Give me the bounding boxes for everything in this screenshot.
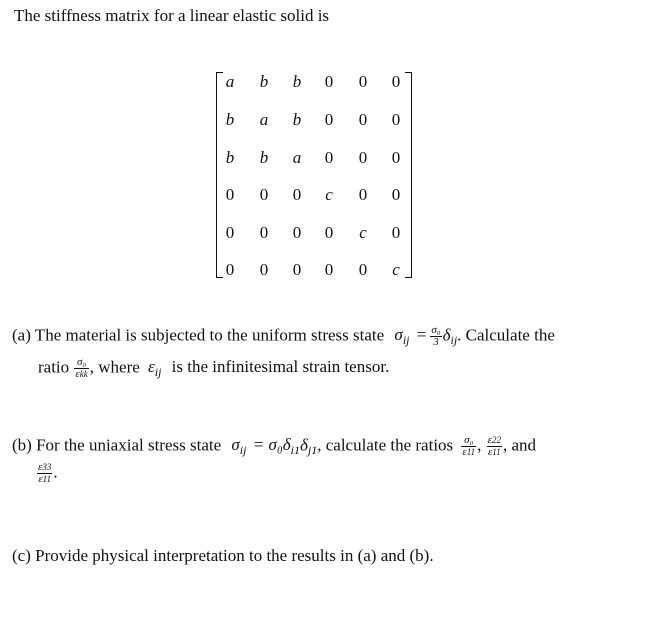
frac-den-1 bbox=[461, 447, 476, 458]
eps-5: ε bbox=[38, 473, 43, 485]
matrix-cell: 0 bbox=[358, 110, 368, 129]
sigma0-over-3 bbox=[430, 325, 441, 348]
ij-subscript-3: ij bbox=[154, 365, 162, 380]
delta-symbol: δ bbox=[442, 325, 451, 345]
matrix-cell: a bbox=[225, 72, 235, 91]
matrix-cell: 0 bbox=[358, 260, 368, 279]
j1-subscript: j1 bbox=[307, 443, 318, 458]
eps-symbol: ε bbox=[75, 368, 80, 380]
part-b-text: (b) For the uniaxial stress state bbox=[12, 435, 222, 455]
frac-num-1: σ₀ bbox=[461, 435, 476, 447]
calc-text: . Calculate the bbox=[457, 325, 555, 345]
matrix-cell: 0 bbox=[391, 148, 401, 167]
matrix-cell: b bbox=[292, 110, 302, 129]
ratio-word: ratio bbox=[38, 357, 70, 377]
matrix-cell: c bbox=[325, 185, 333, 204]
frac-num: σ₀ bbox=[431, 324, 441, 336]
eps-3: ε bbox=[487, 446, 493, 458]
matrix-cell: c bbox=[359, 223, 367, 242]
part-c-text: (c) Provide physical interpretation to the results in (a) and (b). bbox=[12, 546, 434, 565]
eps-1: ε bbox=[462, 446, 467, 458]
eps-symbol-2: ε bbox=[148, 357, 155, 377]
matrix-cell: b bbox=[225, 148, 235, 167]
part-a-line2 bbox=[38, 357, 389, 380]
ij-subscript-b: ij bbox=[239, 443, 247, 458]
part-a-text: (a) The material is subjected to the uniform stress state bbox=[12, 325, 385, 345]
matrix-cell: 0 bbox=[391, 223, 401, 242]
ratio-eps22-eps11 bbox=[487, 435, 502, 458]
equals-sign: = bbox=[416, 325, 427, 345]
sub-11-b: 11 bbox=[492, 447, 501, 457]
frac-den-2 bbox=[487, 447, 502, 458]
sub-22: 22 bbox=[491, 435, 501, 445]
calc-ratios-text: , calculate the ratios bbox=[317, 435, 454, 455]
matrix-cell: 0 bbox=[324, 110, 334, 129]
frac-den: 3 bbox=[433, 336, 439, 348]
and-text: , and bbox=[502, 435, 536, 455]
matrix-cell: b bbox=[292, 72, 302, 91]
matrix-cell: 0 bbox=[259, 223, 269, 242]
intro-text: The stiffness matrix for a linear elastic solid is bbox=[14, 6, 330, 25]
eps-2: ε bbox=[487, 434, 492, 446]
matrix-cell: 0 bbox=[259, 260, 269, 279]
matrix-cell: 0 bbox=[225, 223, 235, 242]
right-bracket bbox=[405, 72, 412, 278]
sub-33: 33 bbox=[42, 462, 52, 472]
sub-11: 11 bbox=[466, 447, 476, 457]
matrix-cell: a bbox=[292, 148, 302, 167]
matrix-cell: 0 bbox=[391, 185, 401, 204]
matrix-cell: 0 bbox=[324, 223, 334, 242]
matrix-cell: 0 bbox=[391, 110, 401, 129]
matrix-cell: 0 bbox=[324, 260, 334, 279]
eps-4: ε bbox=[38, 461, 43, 473]
ratio-num: σ₀ bbox=[74, 357, 88, 369]
matrix-cell: 0 bbox=[292, 260, 302, 279]
matrix-cell: 0 bbox=[292, 185, 302, 204]
part-a-line1 bbox=[12, 325, 555, 348]
matrix-cell: 0 bbox=[292, 223, 302, 242]
ratio-sigma0-eps11 bbox=[461, 435, 476, 458]
sigma-symbol-b: σ bbox=[231, 435, 240, 455]
ij-subscript: ij bbox=[402, 333, 410, 348]
ratio-eps33-eps11 bbox=[37, 462, 52, 485]
matrix-cell: 0 bbox=[225, 260, 235, 279]
matrix-cell: 0 bbox=[358, 148, 368, 167]
matrix-cell: c bbox=[392, 260, 400, 279]
matrix-cell: 0 bbox=[358, 72, 368, 91]
matrix-cell: 0 bbox=[324, 148, 334, 167]
matrix-cell: 0 bbox=[391, 72, 401, 91]
rhs-expression: = σ₀δ bbox=[252, 435, 291, 455]
matrix-cell: 0 bbox=[324, 72, 334, 91]
matrix-cell: b bbox=[259, 148, 269, 167]
ratio-den bbox=[74, 369, 88, 380]
sigma-symbol: σ bbox=[394, 325, 403, 345]
matrix-cell: b bbox=[259, 72, 269, 91]
ij-subscript-2: ij bbox=[450, 333, 458, 348]
where-text: , where bbox=[89, 357, 140, 377]
frac-den-3 bbox=[37, 474, 52, 485]
stiffness-matrix bbox=[216, 70, 412, 280]
matrix-cell: b bbox=[225, 110, 235, 129]
left-bracket bbox=[216, 72, 223, 278]
delta-symbol-b: δ bbox=[299, 435, 308, 455]
i1-subscript: i1 bbox=[290, 443, 300, 458]
part-b-line2: $\frac{\varepsilon 33}{\varepsilon 11}$ . bbox=[38, 461, 58, 485]
matrix-cell: 0 bbox=[259, 185, 269, 204]
matrix-cell: 0 bbox=[225, 185, 235, 204]
part-b-line1: (b) For the uniaxial stress state $\sigma_{ij} = \sigma_0\delta_{i1}\delta_{j1}$, calculate the ratios $\frac{\text{σ₀}}{\varepsilon 11}$ , $\frac{\varepsilon 22}{\varepsilon 11}$ , and bbox=[12, 434, 536, 458]
ratio-fraction bbox=[74, 357, 88, 380]
matrix-cell: a bbox=[259, 110, 269, 129]
kk-subscript: kk bbox=[79, 369, 88, 379]
matrix-cell: 0 bbox=[358, 185, 368, 204]
sub-11-c: 11 bbox=[42, 474, 52, 484]
tail-text: is the infinitesimal strain tensor. bbox=[171, 357, 390, 377]
